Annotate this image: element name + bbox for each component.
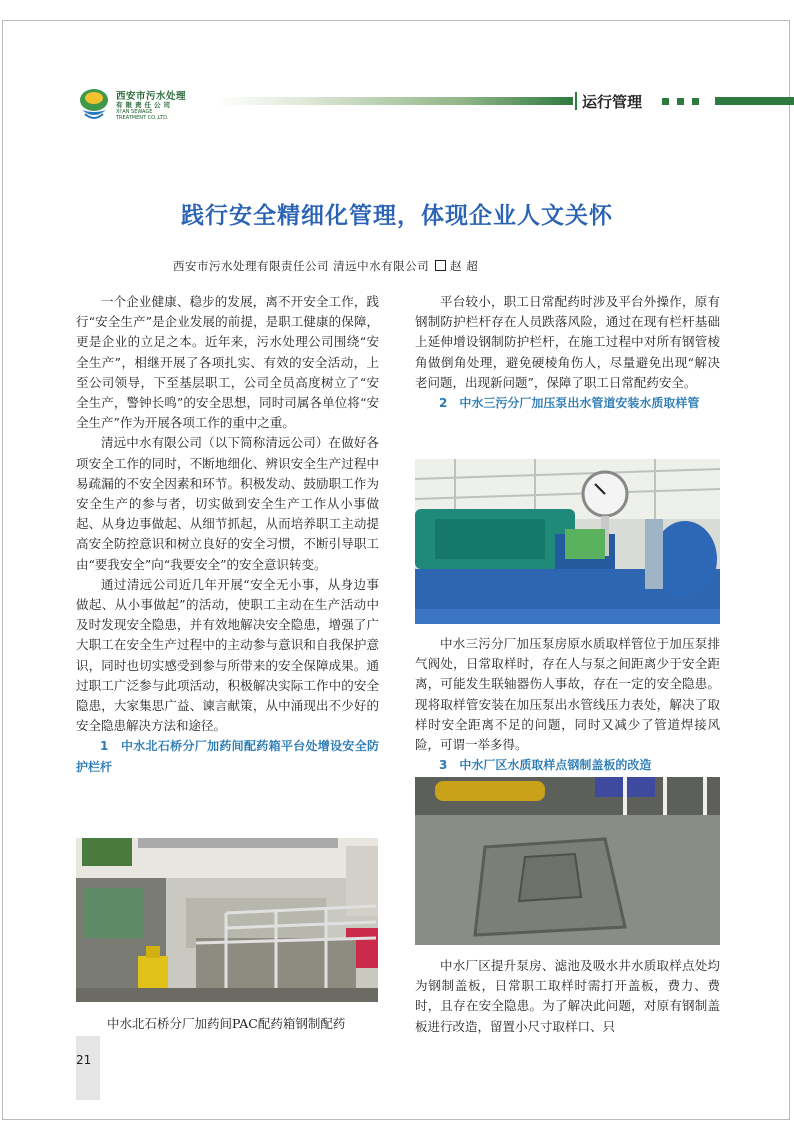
right-column-bottom (415, 956, 720, 1037)
article-title: 践行安全精细化管理，体现企业人文关怀 (181, 203, 613, 229)
header-gradient-bar (215, 97, 573, 105)
page-number-strip (76, 1036, 100, 1100)
paragraph: 一个企业健康、稳步的发展，离不开安全工作，践行“安全生产”是企业发展的前提，是职工健康的保障，更是企业的立足之本。近年来，污水处理公司围绕“安全生产”，相继开展了各项扎实、有效的安全活动，上至公司领导，下至基层职工，公司全员高度树立了“安全生产，警钟长鸣”的安全思想，同时司属各单位将“安全生产”作为开展各项工作的重中之重。 (76, 294, 379, 431)
paragraph: 中水厂区提升泵房、滤池及吸水井水质取样点处均为钢制盖板，日常职工取样时需打开盖板，费力、费时，且存在安全隐患。为了解决此问题，对原有钢制盖板进行改造，留置小尺寸取样口、只 (415, 958, 720, 1034)
page-number: 21 (76, 1053, 92, 1067)
subheading-1: 1 中水北石桥分厂加药间配药箱平台处增设安全防护栏杆 (76, 739, 379, 774)
photo-cover-plate-image (415, 777, 720, 945)
left-column (76, 292, 379, 777)
paragraph: 平台较小，职工日常配药时涉及平台外操作，原有钢制防护栏杆存在人员跌落风险，通过在现有栏杆基础上延伸增设钢制防护栏杆，在施工过程中对所有钢管棱角做倒角处理，避免硬棱角伤人，尽量避免出现“解决老问题，出现新问题”，保障了职工日常配药安全。 (415, 294, 720, 390)
header-bar-right (715, 97, 794, 105)
paragraph: 清远中水有限公司（以下简称清远公司）在做好各项安全工作的同时，不断地细化、辨识安全生产过程中易疏漏的不安全因素和环节。积极发动、鼓励职工作为安全生产的参与者，切实做到安全生产工作从小事做起、从身边事做起、从细节抓起，从而培养职工主动提高安全防控意识和树立良好的安全习惯，不断引导职工由“要我安全”向“我要安全”的安全意识转变。 (76, 435, 379, 572)
section-label: 运行管理 (582, 93, 643, 111)
section-separator (575, 92, 577, 110)
paragraph: 中水三污分厂加压泵房原水质取样管位于加压泵排气阀处，日常取样时，存在人与泵之间距离少于安全距离，可能发生联轴器伤人事故，存在一定的安全隐患。现将取样管安装在加压泵出水管线压力表处，解决了取样时安全距离不足的问题，同时又减少了管道焊接风险，可谓一举多得。 (415, 636, 720, 753)
byline-org: 西安市污水处理有限责任公司 清远中水有限公司 (173, 259, 430, 273)
paragraph: 通过清远公司近几年开展“安全无小事，从身边事做起、从小事做起”的活动，使职工主动在生产活动中及时发现安全隐患，并有效地解决安全隐患，增强了广大职工在安全生产过程中的主动参与意识和自我保护意识，同时也切实感受到参与所带来的安全保障成果。通过职工广泛参与此项活动，积极解决实际工作中的安全隐患，大家集思广益、谏言献策，从中涌现出不少好的安全隐患解决方法和途径。 (76, 576, 379, 734)
photo-railing (76, 838, 378, 1002)
photo-pump (415, 459, 720, 624)
photo-pump-image (415, 459, 720, 624)
logo-text-cn-sub: 有限责任公司 (116, 101, 173, 109)
logo-text-cn: 西安市污水处理 (116, 91, 187, 102)
byline (173, 258, 478, 274)
byline-author: 赵 超 (450, 259, 479, 273)
decor-square (692, 98, 699, 105)
photo-cover-plate (415, 777, 720, 945)
byline-box-icon (435, 260, 446, 271)
subheading-3: 3 中水厂区水质取样点钢制盖板的改造 (439, 758, 652, 773)
logo-text-en: XI'AN SEWAGE (116, 109, 153, 115)
right-column (415, 292, 720, 413)
caption-railing: 中水北石桥分厂加药间PAC配药箱钢制配药 (107, 1016, 346, 1031)
subheading-2: 2 中水三污分厂加压泵出水管道安装水质取样管 (439, 396, 700, 411)
right-column-middle (415, 634, 720, 775)
company-logo (76, 86, 194, 122)
logo-text-en-sub: TREATMENT CO.,LTD. (116, 115, 169, 121)
decor-square (677, 98, 684, 105)
decor-square (662, 98, 669, 105)
logo-emblem-icon (76, 86, 112, 122)
photo-railing-image (76, 838, 378, 1002)
